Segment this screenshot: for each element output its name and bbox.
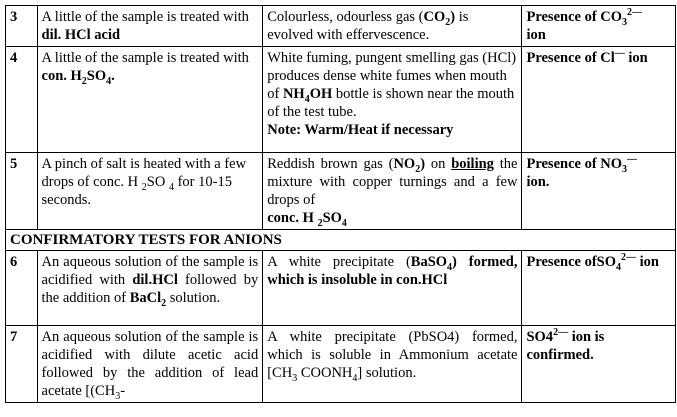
row-number: 4 — [6, 47, 38, 153]
inference-cell: $SO4^{2—}$ ion is confirmed. — [522, 326, 676, 403]
observation-cell: White fuming, pungent smelling gas (HCl) produces dense white fumes when mouth of $NH_4OH$ bottle is shown near the mouth of the test tube. Note: Warm/Heat if necessary — [263, 47, 522, 153]
table-row — [6, 153, 676, 230]
observation-cell: Colourless, odourless gas $(CO_2)$ is evolved with effervescence. — [263, 6, 522, 47]
table-row — [6, 251, 676, 326]
table-row — [6, 326, 676, 403]
row-number: 3 — [6, 6, 38, 47]
experiment-cell: A little of the sample is treated with con. $H_2SO_4$. — [37, 47, 263, 153]
inference-cell: Presence of Cl— ion — [522, 47, 676, 153]
inference-cell: Presence of $NO_3^—$ ion. — [522, 153, 676, 230]
section-header-row — [6, 230, 676, 251]
table-row — [6, 47, 676, 153]
table-row — [6, 6, 676, 47]
experiment-cell: A pinch of salt is heated with a few drops of conc. H $_2$SO $_4$ for 10-15 seconds. — [37, 153, 263, 230]
experiment-cell: An aqueous solution of the sample is acidified with dilute acetic acid followed by the addition of lead acetate [($CH_3-$ — [37, 326, 263, 403]
note-text: Note: Warm/Heat if necessary — [267, 122, 454, 138]
observation-cell: Reddish brown gas $(NO_2)$ on boiling the mixture with copper turnings and a few drops of conc. H $_2SO_4$ — [263, 153, 522, 230]
row-number: 6 — [6, 251, 38, 326]
observation-cell: A white precipitate (BaSO$_4$) formed, which is insoluble in con.HCl — [263, 251, 522, 326]
section-title: CONFIRMATORY TESTS FOR ANIONS — [6, 230, 676, 251]
row-number: 5 — [6, 153, 38, 230]
row-number: 7 — [6, 326, 38, 403]
experiment-cell: An aqueous solution of the sample is acidified with dil.HCl followed by the addition of BaCl$_2$ solution. — [37, 251, 263, 326]
experiment-cell: A little of the sample is treated with dil. HCl acid — [37, 6, 263, 47]
anion-tests-table — [5, 5, 676, 403]
observation-cell: A white precipitate (PbSO4) formed, which is soluble in Ammonium acetate [$CH_3$ $COONH_4$] solution. — [263, 326, 522, 403]
inference-cell: Presence ofSO$_4^{2—}$ ion — [522, 251, 676, 326]
inference-cell: Presence of $CO_3^{2—}$ ion — [522, 6, 676, 47]
